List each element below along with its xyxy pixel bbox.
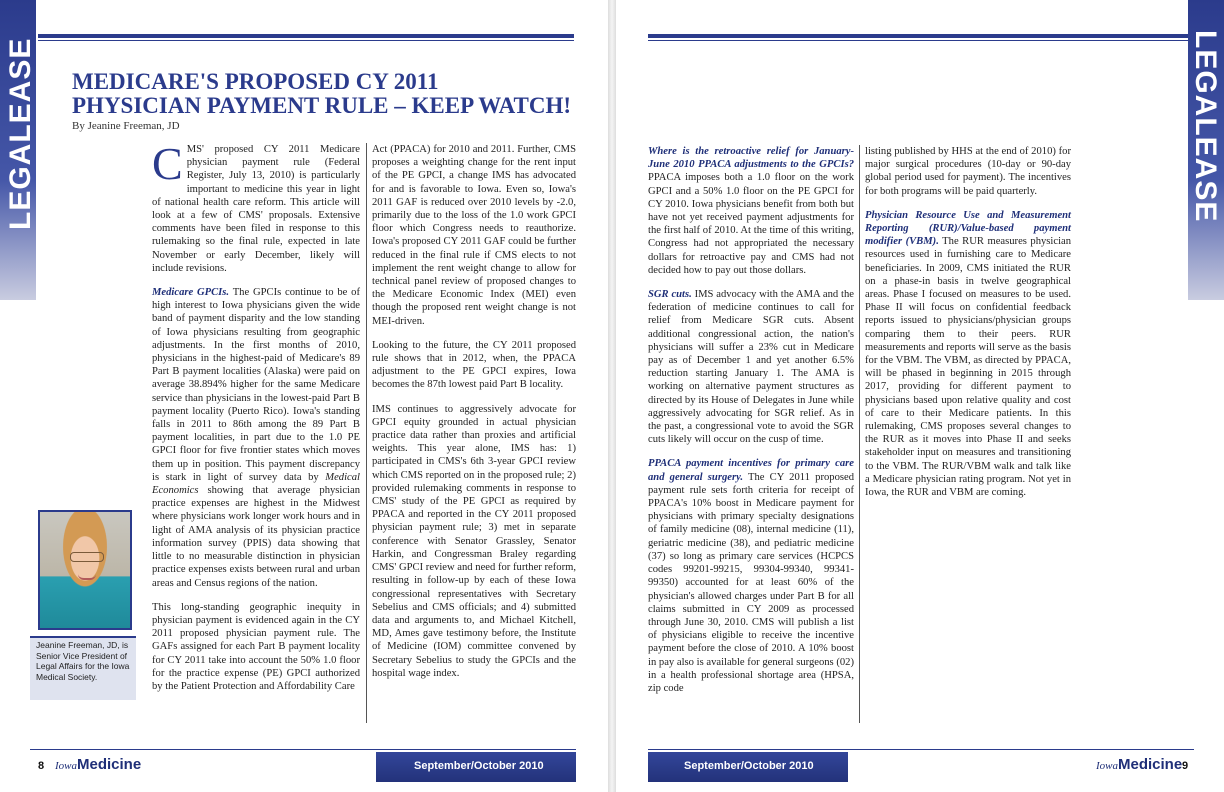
paragraph-text: The RUR measures physician resources used in furnishing care to Medicare beneficiaries. In 2009, CMS initiated the RUR on a phase-in basis in twelve geographical areas. Phase I focused on measures to be used. Phase II will focus on confidential feedback reports issued to physicians/physician groups comparing them to their peers. RUR measurements and reports will serve as the basis for the VBM. The VBM, as directed by PPACA, will be phased in beginning in 2015 through 2017, providing for different payment to physicians based upon relative quality and cost of care to their Medicare patients. In this rulemaking, CMS proposes several changes to the RUR as it moves into Phase II and seeks stakeholder input on measures and transitioning to the VBM. The RUR/VBM walk and talk like a Medicare physician rating program. Not yet in Iowa, the RUR and VBM are coming.	[865, 236, 1072, 499]
paragraph	[648, 145, 854, 277]
paragraph	[648, 457, 854, 695]
page-number-left: 8	[38, 760, 45, 772]
paragraph-text: IMS continues to aggressively advocate for GPCI equity grounded in actual physician practice data rather than proxies and artificial weights. This year alone, IMS has: 1) participated in CMS's 6th 3-year GPCI review which CMS reported on in the proposed rule; 2) provided rulemaking comments in response to CMS' study of the PE GPCI as required by PPACA and reported in the CY 2011 proposed physician payment rule; 3) met in separate conference with Senator Grassley, Senator Harkin, and Congressman Braley regarding CMS' GPCI review and need for further reform, resulting in follow-up by each of these Iowa congressional representatives with Secretary Sebelius and CMS officials; and 4) submitted data and arguments to, and Michael Kitchell, MD, Ames gave testimony before, the Institute of Medicine (IOM) committee convened by Secretary Sebelius to study the GPCIs and the hospital wage index.	[372, 403, 576, 679]
section-lead: Medicare GPCIs.	[152, 287, 230, 299]
issue-date-right: September/October 2010	[684, 760, 814, 772]
logo-medicine: Medicine	[77, 756, 142, 773]
logo-iowa: Iowa	[1096, 760, 1118, 772]
paragraph	[865, 145, 1071, 198]
paragraph-text: The GPCIs continue to be of high interest to Iowa physicians given the wide band of payment disparity and the low standing of Iowa physicians resulting from geographic adjustments. In the first months of 2010, physicians in the highest-paid of Medicare's 89 Part B payment localities (Alaska) were paid on average 38.894% higher for the same Medicare service than physicians in the lowest-paid Part B payment locality (Puerto Rico). Iowa's standing falls in 2011 to 86th among the 89 Part B payment localities, in part due to the 1.0 PE GPCI floor for five frontier states which moves them up in position. This payment discrepancy is stark in light of survey data by	[152, 287, 360, 483]
paragraph-text: MS' proposed CY 2011 Medicare physician payment rule (Federal Register, July 13, 2010) is particularly important to medicine this year in light of national health care reform. This article will look at a few of CMS' proposals. Extensive comments have been filed in response to this rulemaking so the final rule, expected in late November or early December, likely will include revisions.	[152, 144, 360, 274]
left-column-2	[372, 143, 576, 691]
paragraph	[372, 143, 576, 328]
paragraph-text: The CY 2011 proposed payment rule sets forth criteria for receipt of PPACA's 10% boost in Medicare payment for physicians with primary specialty designations of family medicine (08), internal medicine (11), geriatric medicine (38), and pediatric medicine (37) so long as primary care services (HCPCS codes 99201-99215, 99304-99340, 99341-99350) accounted for at least 60% of the physician's allowed charges under Part B for all claims submitted in CY 2009 as processed through June 30, 2010. CMS will publish a list of physicians eligible to receive the incentive payment before the close of 2010. A 10% boost in pay also is available for general surgeons (02) in a health professional shortage area (HPSA, zip code	[648, 471, 854, 694]
paragraph-text: This long-standing geographic inequity in physician payment is evidenced again in the CY 2011 proposed physician payment rule. The GAFs assigned for each Part B payment locality for CY 2011 take into account the 50% 1.0 floor for the practice expense (PE) GPCI authorized by the Patient Protection and Affordability Care	[152, 601, 360, 692]
column-divider	[859, 145, 860, 723]
top-rule-left	[38, 34, 574, 38]
logo-medicine: Medicine	[1118, 756, 1183, 773]
smile-shape	[78, 574, 96, 580]
paragraph-text: IMS advocacy with the AMA and the federation of medicine continues to call for relief from Medicare SGR cuts. Absent additional congressional action, the nation's physicians will suffer a 23% cut in Medicare pay as of December 1 and yet another 6.5% reduction starting January 1. The AMA is working on alternative payment structures as directed by its House of Delegates in June while aggressively advocating for SGR relief. As in the past, a congressional vote to avoid the SGR cuts likely will occur on the cusp of time.	[648, 289, 854, 446]
section-lead: PPACA payment incentives for primary care and general surgery.	[648, 458, 854, 483]
right-column-1	[648, 145, 854, 706]
paragraph-text: Act (PPACA) for 2010 and 2011. Further, CMS proposes a weighting change for the rent input of the PE GPCI, a change IMS has advocated for and is favorable to Iowa. Even so, Iowa's 2011 GAF is reduced over 2010 levels by -2.0, primarily due to the loss of the 1.0 work GPCI floor which Congress needs to reauthorize. Iowa's proposed CY 2011 GAF could be further reduced in the final rule if CMS elects to not implement the rent weight change to allow for technical panel review of proposed changes to the Medicare Economic Index (MEI) even though the proposed rent weight change is not MEI-driven.	[372, 144, 576, 327]
top-thin-rule-left	[38, 40, 574, 41]
paragraph	[372, 339, 576, 392]
paragraph-text: Looking to the future, the CY 2011 proposed rule shows that in 2012, when, the PPACA adjustment to the PE GPCI expires, Iowa becomes the 87th lowest paid Part B locality.	[372, 339, 576, 391]
footer-rule-right	[648, 749, 1194, 750]
tab-label: LEGALEASE	[4, 37, 37, 230]
section-lead: Physician Resource Use and Measurement Reporting (RUR)/Value-based payment modifier (VBM).	[865, 209, 1071, 248]
issue-date-left: September/October 2010	[414, 760, 544, 772]
publication-title: Medical Economics	[152, 471, 360, 497]
left-column-1	[152, 138, 360, 704]
logo-iowa: Iowa	[55, 760, 77, 772]
iowa-medicine-logo-right	[1096, 756, 1182, 774]
byline: By Jeanine Freeman, JD	[72, 120, 180, 132]
top-rule-right	[648, 34, 1188, 38]
section-lead: SGR cuts.	[648, 289, 692, 301]
paragraph	[152, 286, 360, 590]
paragraph-text: showing that average physician practice expenses are highest in the Midwest where physicians work longer work hours and in light of AMA analysis of its physician practice information survey (PPIS) data showing that little to no measurable distinction in physician practice expenses exists between rural and urban areas and Census regions of the nation.	[152, 485, 360, 589]
footer-rule-left	[30, 749, 576, 750]
page-gutter	[608, 0, 616, 792]
legalease-tab-right	[1188, 0, 1224, 300]
photo-caption: Jeanine Freeman, JD, is Senior Vice President of Legal Affairs for the Iowa Medical Society.	[36, 640, 130, 682]
paragraph	[648, 288, 854, 446]
glasses-shape	[70, 552, 104, 562]
tab-label: LEGALEASE	[1189, 30, 1222, 223]
paragraph	[372, 403, 576, 680]
section-lead: Where is the retroactive relief for January-June 2010 PPACA adjustments to the GPCIs?	[648, 146, 854, 171]
paragraph	[152, 601, 360, 693]
paragraph	[152, 138, 360, 275]
paragraph	[865, 209, 1071, 499]
author-photo	[38, 510, 132, 630]
top-thin-rule-right	[648, 40, 1188, 41]
legalease-tab-left	[0, 0, 36, 300]
article-headline: MEDICARE'S PROPOSED CY 2011 PHYSICIAN PAYMENT RULE – KEEP WATCH!	[72, 69, 572, 118]
column-divider	[366, 143, 367, 723]
page-number-right: 9	[1182, 760, 1189, 772]
paragraph-text: PPACA imposes both a 1.0 floor on the work GPCI and a 50% 1.0 floor on the PE GPCI for CY 2010. Iowa physicians benefit from both but have not yet received payment adjustments for the first half of 2010. At the time of this writing, Congress had not appropriated the necessary dollars for retroactive pay and CMS had not decided how to pay out those dollars.	[648, 172, 854, 276]
paragraph-text: listing published by HHS at the end of 2010) for major surgical procedures (10-day or 90-day global period used for payment). The incentives for both programs will be paid quarterly.	[865, 146, 1071, 197]
right-column-2	[865, 145, 1071, 510]
iowa-medicine-logo-left	[55, 756, 141, 774]
drop-cap: C	[152, 138, 183, 189]
